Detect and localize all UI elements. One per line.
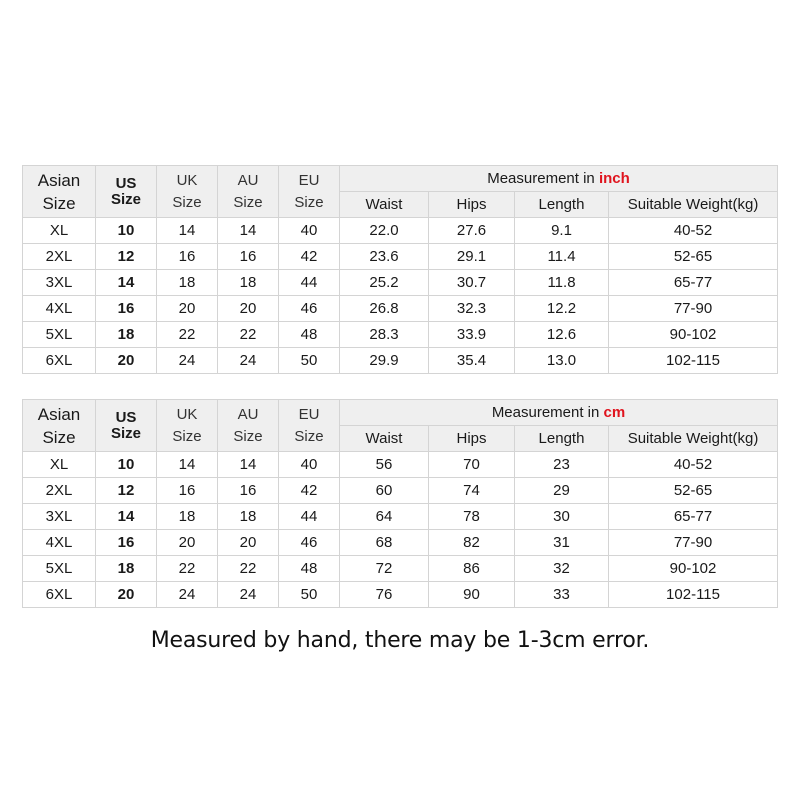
col-header-uk-size xyxy=(157,166,218,218)
col-header-asian-size-line2: Size xyxy=(42,193,76,213)
cell-eu-size: 44 xyxy=(279,504,340,530)
cell-waist: 28.3 xyxy=(340,322,429,348)
cell-us-size: 18 xyxy=(96,322,157,348)
table-row xyxy=(23,244,778,270)
measurement-note: Measured by hand, there may be 1-3cm error. xyxy=(150,628,650,653)
cell-hips: 35.4 xyxy=(429,348,515,374)
cell-us-size: 16 xyxy=(96,530,157,556)
cell-weight: 52-65 xyxy=(609,244,778,270)
table-row xyxy=(23,452,778,478)
measurement-header xyxy=(340,400,778,426)
cell-us-size: 18 xyxy=(96,556,157,582)
cell-us-size: 16 xyxy=(96,296,157,322)
table-row xyxy=(23,504,778,530)
table-row xyxy=(23,322,778,348)
cell-us-size: 12 xyxy=(96,478,157,504)
cell-length: 11.8 xyxy=(515,270,609,296)
cell-us-size: 10 xyxy=(96,218,157,244)
cell-uk-size: 24 xyxy=(157,348,218,374)
cell-length: 12.6 xyxy=(515,322,609,348)
cell-waist: 22.0 xyxy=(340,218,429,244)
col-header-us-size-line1: US xyxy=(115,174,137,192)
col-header-uk-size-line2: Size xyxy=(172,427,202,445)
cell-au-size: 18 xyxy=(218,504,279,530)
cell-weight: 65-77 xyxy=(609,504,778,530)
col-header-uk-size-line1: UK xyxy=(176,171,198,189)
cell-hips: 78 xyxy=(429,504,515,530)
cell-hips: 90 xyxy=(429,582,515,608)
cell-waist: 56 xyxy=(340,452,429,478)
header-row xyxy=(23,166,778,192)
col-header-length: Length xyxy=(515,426,609,452)
col-header-us-size xyxy=(96,166,157,218)
cell-eu-size: 50 xyxy=(279,348,340,374)
cell-hips: 30.7 xyxy=(429,270,515,296)
cell-hips: 74 xyxy=(429,478,515,504)
cell-asian-size: 4XL xyxy=(23,530,96,556)
cell-weight: 40-52 xyxy=(609,218,778,244)
cell-au-size: 24 xyxy=(218,348,279,374)
cell-au-size: 16 xyxy=(218,244,279,270)
col-header-au-size-line1: AU xyxy=(237,405,259,423)
cell-eu-size: 44 xyxy=(279,270,340,296)
col-header-eu-size-line2: Size xyxy=(294,193,324,211)
cell-waist: 29.9 xyxy=(340,348,429,374)
table-body xyxy=(23,166,778,374)
cell-length: 31 xyxy=(515,530,609,556)
col-header-au-size-line1: AU xyxy=(237,171,259,189)
col-header-hips: Hips xyxy=(429,192,515,218)
cell-eu-size: 46 xyxy=(279,296,340,322)
cell-waist: 26.8 xyxy=(340,296,429,322)
cell-length: 9.1 xyxy=(515,218,609,244)
cell-uk-size: 18 xyxy=(157,504,218,530)
cell-waist: 25.2 xyxy=(340,270,429,296)
col-header-eu-size-line2: Size xyxy=(294,427,324,445)
cell-waist: 64 xyxy=(340,504,429,530)
cell-asian-size: XL xyxy=(23,218,96,244)
cell-au-size: 14 xyxy=(218,452,279,478)
cell-weight: 90-102 xyxy=(609,556,778,582)
cell-uk-size: 16 xyxy=(157,478,218,504)
cell-asian-size: 4XL xyxy=(23,296,96,322)
measurement-label: Measurement in xyxy=(487,169,599,187)
measurement-unit: inch xyxy=(598,169,630,187)
measurement-unit: cm xyxy=(603,403,626,421)
col-header-weight: Suitable Weight(kg) xyxy=(609,192,778,218)
cell-hips: 33.9 xyxy=(429,322,515,348)
table-row xyxy=(23,218,778,244)
cell-hips: 27.6 xyxy=(429,218,515,244)
col-header-us-size-line2: Size xyxy=(110,190,141,208)
cell-hips: 82 xyxy=(429,530,515,556)
col-header-eu-size-line1: EU xyxy=(298,171,320,189)
col-header-asian-size xyxy=(23,400,96,452)
col-header-waist: Waist xyxy=(340,426,429,452)
col-header-au-size-line2: Size xyxy=(233,427,263,445)
col-header-length: Length xyxy=(515,192,609,218)
col-header-us-size xyxy=(96,400,157,452)
table-row xyxy=(23,478,778,504)
cell-eu-size: 40 xyxy=(279,218,340,244)
cell-waist: 60 xyxy=(340,478,429,504)
cell-weight: 102-115 xyxy=(609,348,778,374)
table-row xyxy=(23,348,778,374)
cell-us-size: 20 xyxy=(96,582,157,608)
size-chart-inch xyxy=(22,165,778,374)
cell-length: 33 xyxy=(515,582,609,608)
col-header-eu-size xyxy=(279,400,340,452)
col-header-au-size-line2: Size xyxy=(233,193,263,211)
cell-asian-size: 5XL xyxy=(23,322,96,348)
cell-asian-size: 5XL xyxy=(23,556,96,582)
cell-au-size: 18 xyxy=(218,270,279,296)
cell-asian-size: 6XL xyxy=(23,582,96,608)
cell-uk-size: 14 xyxy=(157,452,218,478)
table-row xyxy=(23,582,778,608)
cell-eu-size: 42 xyxy=(279,478,340,504)
cell-uk-size: 20 xyxy=(157,296,218,322)
table-row xyxy=(23,530,778,556)
cell-weight: 90-102 xyxy=(609,322,778,348)
col-header-waist: Waist xyxy=(340,192,429,218)
cell-au-size: 22 xyxy=(218,322,279,348)
col-header-asian-size xyxy=(23,166,96,218)
col-header-hips: Hips xyxy=(429,426,515,452)
col-header-us-size-line1: US xyxy=(115,408,137,426)
cell-uk-size: 16 xyxy=(157,244,218,270)
cell-weight: 77-90 xyxy=(609,530,778,556)
cell-asian-size: 2XL xyxy=(23,244,96,270)
cell-length: 11.4 xyxy=(515,244,609,270)
cell-waist: 23.6 xyxy=(340,244,429,270)
cell-hips: 70 xyxy=(429,452,515,478)
cell-waist: 72 xyxy=(340,556,429,582)
cell-uk-size: 20 xyxy=(157,530,218,556)
cell-uk-size: 24 xyxy=(157,582,218,608)
cell-eu-size: 48 xyxy=(279,556,340,582)
cell-au-size: 20 xyxy=(218,530,279,556)
cell-au-size: 24 xyxy=(218,582,279,608)
cell-length: 12.2 xyxy=(515,296,609,322)
cell-hips: 32.3 xyxy=(429,296,515,322)
cell-uk-size: 22 xyxy=(157,556,218,582)
cell-hips: 29.1 xyxy=(429,244,515,270)
cell-length: 32 xyxy=(515,556,609,582)
cell-uk-size: 14 xyxy=(157,218,218,244)
cell-eu-size: 46 xyxy=(279,530,340,556)
cell-weight: 40-52 xyxy=(609,452,778,478)
col-header-au-size xyxy=(218,400,279,452)
cell-length: 13.0 xyxy=(515,348,609,374)
cell-length: 29 xyxy=(515,478,609,504)
cell-asian-size: XL xyxy=(23,452,96,478)
cell-eu-size: 42 xyxy=(279,244,340,270)
col-header-asian-size-line1: Asian xyxy=(37,170,81,190)
cell-weight: 52-65 xyxy=(609,478,778,504)
col-header-uk-size xyxy=(157,400,218,452)
col-header-us-size-line2: Size xyxy=(110,424,141,442)
cell-asian-size: 2XL xyxy=(23,478,96,504)
col-header-uk-size-line1: UK xyxy=(176,405,198,423)
table-row xyxy=(23,296,778,322)
cell-us-size: 14 xyxy=(96,504,157,530)
cell-asian-size: 3XL xyxy=(23,504,96,530)
col-header-uk-size-line2: Size xyxy=(172,193,202,211)
table-row xyxy=(23,556,778,582)
col-header-eu-size-line1: EU xyxy=(298,405,320,423)
cell-asian-size: 6XL xyxy=(23,348,96,374)
cell-weight: 65-77 xyxy=(609,270,778,296)
cell-us-size: 14 xyxy=(96,270,157,296)
cell-au-size: 20 xyxy=(218,296,279,322)
cell-waist: 68 xyxy=(340,530,429,556)
cell-uk-size: 22 xyxy=(157,322,218,348)
cell-length: 30 xyxy=(515,504,609,530)
cell-au-size: 16 xyxy=(218,478,279,504)
size-chart-cm xyxy=(22,399,778,608)
cell-eu-size: 40 xyxy=(279,452,340,478)
cell-hips: 86 xyxy=(429,556,515,582)
cell-eu-size: 48 xyxy=(279,322,340,348)
measurement-header xyxy=(340,166,778,192)
cell-waist: 76 xyxy=(340,582,429,608)
col-header-eu-size xyxy=(279,166,340,218)
table-body xyxy=(23,400,778,608)
cell-us-size: 10 xyxy=(96,452,157,478)
cell-asian-size: 3XL xyxy=(23,270,96,296)
cell-weight: 77-90 xyxy=(609,296,778,322)
cell-uk-size: 18 xyxy=(157,270,218,296)
cell-length: 23 xyxy=(515,452,609,478)
col-header-weight: Suitable Weight(kg) xyxy=(609,426,778,452)
cell-au-size: 22 xyxy=(218,556,279,582)
cell-us-size: 20 xyxy=(96,348,157,374)
col-header-asian-size-line1: Asian xyxy=(37,404,81,424)
cell-weight: 102-115 xyxy=(609,582,778,608)
cell-au-size: 14 xyxy=(218,218,279,244)
header-row xyxy=(23,400,778,426)
cell-us-size: 12 xyxy=(96,244,157,270)
col-header-au-size xyxy=(218,166,279,218)
measurement-label: Measurement in xyxy=(491,403,604,421)
cell-eu-size: 50 xyxy=(279,582,340,608)
table-row xyxy=(23,270,778,296)
col-header-asian-size-line2: Size xyxy=(42,427,76,447)
